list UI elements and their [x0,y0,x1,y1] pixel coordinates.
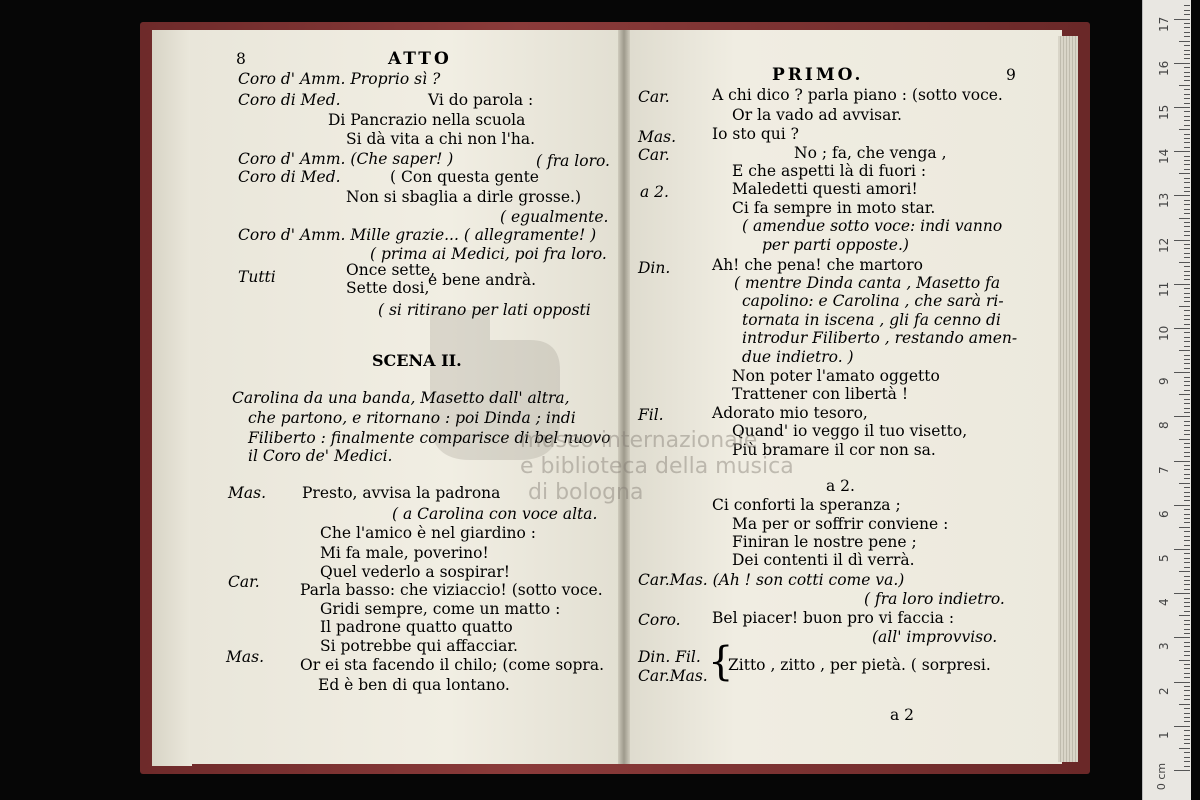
ruler-tick [1184,739,1190,740]
ruler-tick [1184,562,1190,563]
ruler-tick [1184,408,1190,409]
text-line: Carolina da una banda, Masetto dall' altra, [232,389,570,407]
ruler-tick [1184,169,1190,170]
scene-heading: SCENA II. [372,351,462,370]
ruler-tick [1184,76,1190,77]
stage-direction: ( fra loro indietro. [864,590,1005,608]
ruler-tick [1179,660,1190,661]
library-watermark [520,428,794,506]
ruler-tick [1184,624,1190,625]
ruler-tick [1184,231,1190,232]
stage-direction: ( mentre Dinda canta , Masetto fa [734,274,1001,292]
ruler-tick [1184,664,1190,665]
text-line: Ci fa sempre in moto star. [732,199,936,217]
stage-direction: introdur Filiberto , restando amen- [742,329,1018,347]
ruler-tick [1184,447,1190,448]
watermark-line: di bologna [528,480,644,505]
ruler-tick [1184,248,1190,249]
endpaper [152,30,192,766]
ruler-tick [1184,147,1190,148]
ruler-number: 9 [1157,377,1171,386]
ruler-tick [1184,385,1190,386]
speaker: Mas. [226,648,264,666]
ruler-tick [1184,72,1190,73]
ruler-tick [1184,761,1190,762]
ruler-tick [1184,359,1190,360]
ruler-number: 15 [1157,104,1171,120]
speaker: Car. [228,573,260,591]
ruler-number: 3 [1157,642,1171,651]
ruler-tick [1184,668,1190,669]
speaker: Din. Fil. [638,648,701,666]
stage-direction: due indietro. ) [742,348,854,366]
text-line: che partono, e ritornano : poi Dinda ; indi [248,409,576,427]
ruler-number: 14 [1157,148,1171,165]
ruler-tick [1184,545,1190,546]
ruler-tick [1184,699,1190,700]
text-line: Non si sbaglia a dirle grosse.) [346,188,581,206]
ruler-tick [1184,134,1190,135]
ruler-tick [1174,63,1190,64]
ruler-tick [1179,439,1190,440]
text-line: Dei contenti il dì verrà. [732,551,915,569]
text-line: Il padrone quatto quatto [320,618,513,636]
ruler-tick [1179,483,1190,484]
ruler-tick [1184,695,1190,696]
ruler-tick [1184,187,1190,188]
text-line: Quand' io veggo il tuo visetto, [732,422,968,440]
ruler-tick [1184,54,1190,55]
ruler-tick [1184,500,1190,501]
ruler-tick [1184,94,1190,95]
ruler-tick [1184,120,1190,121]
ruler-tick [1184,301,1190,302]
ruler-tick [1184,346,1190,347]
ruler-tick [1174,637,1190,638]
ruler-tick [1174,284,1190,285]
running-head: PRIMO. [772,65,864,85]
speaker: Mas. [638,128,676,146]
ruler-tick [1184,496,1190,497]
ruler-tick [1184,182,1190,183]
ruler-tick [1184,178,1190,179]
ruler-tick [1174,240,1190,241]
speaker: Coro di Med. [238,168,341,186]
ruler-tick [1184,752,1190,753]
ruler-tick [1184,589,1190,590]
speaker: Car. [638,88,670,106]
stage-direction: (all' improvviso. [872,628,998,646]
ruler-tick [1184,279,1190,280]
stage-direction: tornata in iscena , gli fa cenno di [742,311,1001,329]
ruler-tick [1184,10,1190,11]
ruler-number: 7 [1157,465,1171,474]
ruler-tick [1179,704,1190,705]
ruler-tick [1184,469,1190,470]
ruler-tick [1174,505,1190,506]
ruler-tick [1179,350,1190,351]
ruler-tick [1179,41,1190,42]
ruler-tick [1184,434,1190,435]
ruler-tick [1184,531,1190,532]
ruler-tick [1184,553,1190,554]
ruler-tick [1184,690,1190,691]
ruler-tick [1184,253,1190,254]
ruler-tick [1174,461,1190,462]
ruler-tick [1184,757,1190,758]
ruler-tick [1184,412,1190,413]
text-line: Mi fa male, poverino! [320,544,489,562]
ruler-tick [1184,310,1190,311]
text-line: Coro d' Amm. Mille grazie... ( allegramente! ) [238,226,597,244]
ruler-number: 6 [1157,510,1171,518]
ruler-tick [1184,580,1190,581]
text-line: il Coro de' Medici. [248,447,393,465]
speaker: a 2. [640,183,669,201]
ruler-number: 4 [1157,598,1171,607]
ruler-tick [1184,324,1190,325]
ruler-tick [1184,602,1190,603]
ruler-tick [1184,293,1190,294]
text-line: Trattener con libertà ! [732,385,909,403]
ruler-tick [1184,125,1190,126]
ruler-tick [1184,5,1190,6]
text-line: Sette dosi, [346,279,430,297]
book-gutter [618,30,630,764]
ruler-tick [1184,766,1190,767]
ruler-tick [1184,58,1190,59]
ruler-tick [1184,377,1190,378]
ruler-tick [1184,244,1190,245]
ruler-tick [1184,642,1190,643]
text-line: Finiran le nostre pene ; [732,533,917,551]
text-line: No ; fa, che venga , [794,144,947,162]
ruler-tick [1184,319,1190,320]
ruler-tick [1174,770,1190,771]
stage-direction: per parti opposte.) [762,236,909,254]
watermark-line: museo internazionale [520,428,758,453]
ruler-tick [1174,726,1190,727]
ruler-tick [1179,262,1190,263]
ruler-tick [1184,50,1190,51]
ruler-tick [1184,337,1190,338]
ruler-tick [1184,540,1190,541]
ruler-tick [1179,85,1190,86]
ruler-tick [1184,209,1190,210]
ruler-tick [1184,332,1190,333]
ruler-tick [1184,32,1190,33]
text-line: Maledetti questi amori! [732,180,918,198]
ruler-tick [1174,107,1190,108]
ruler-number: 2 [1157,686,1171,695]
ruler-tick [1184,478,1190,479]
ruler-tick [1184,430,1190,431]
ruler-tick [1174,151,1190,152]
ruler-tick [1184,465,1190,466]
ruler-tick [1184,721,1190,722]
ruler-tick [1184,456,1190,457]
ruler-tick [1184,425,1190,426]
ruler-tick [1184,717,1190,718]
ruler-number: 16 [1157,60,1171,76]
ruler-tick [1184,23,1190,24]
ruler-tick [1184,266,1190,267]
text-line: Più bramare il cor non sa. [732,441,936,459]
ruler-tick [1184,677,1190,678]
text-line: e bene andrà. [428,271,537,289]
text-line: Filiberto : finalmente comparisce di bel nuovo [248,429,611,447]
ruler-tick [1179,306,1190,307]
ruler-tick [1184,576,1190,577]
ruler-tick [1184,443,1190,444]
text-line: Coro d' Amm. (Che saper! ) [238,150,454,168]
ruler-tick [1174,195,1190,196]
ruler-tick [1184,474,1190,475]
ruler-tick [1184,111,1190,112]
ruler-tick [1184,164,1190,165]
ruler-number: 17 [1157,16,1171,32]
text-line: Gridi sempre, come un matto : [320,600,561,618]
speaker: Coro. [638,611,681,629]
ruler-tick [1184,341,1190,342]
ruler-tick [1184,598,1190,599]
text-line: Quel vederlo a sospirar! [320,563,510,581]
ruler-tick [1174,593,1190,594]
ruler-number: 11 [1157,281,1171,297]
ruler-tick [1184,80,1190,81]
ruler-tick [1184,142,1190,143]
ruler-tick [1184,89,1190,90]
running-head: ATTO [388,49,452,69]
text-line: Che l'amico è nel giardino : [320,524,537,542]
speaker: Din. [638,259,671,277]
ruler-tick [1184,45,1190,46]
ruler-tick [1184,452,1190,453]
ruler-tick [1184,629,1190,630]
ruler-tick [1184,536,1190,537]
ruler-tick [1184,355,1190,356]
text-line: Presto, avvisa la padrona [302,484,501,502]
ruler-tick [1184,213,1190,214]
speaker: Coro di Med. [238,91,341,109]
stage-direction: ( a Carolina con voce alta. [392,505,598,523]
watermark-line: e biblioteca della musica [520,454,794,479]
text-line: E che aspetti là di fuori : [732,162,927,180]
ruler-tick [1184,138,1190,139]
ruler-tick [1184,36,1190,37]
text-line: Si dà vita a chi non l'ha. [346,130,536,148]
ruler-tick [1184,315,1190,316]
ruler-tick [1184,116,1190,117]
ruler-tick [1179,218,1190,219]
text-line: Or la vado ad avvisar. [732,106,902,124]
ruler-tick [1184,673,1190,674]
ruler-tick [1184,584,1190,585]
text-line: Bel piacer! buon pro vi faccia : [712,609,955,627]
ruler-tick [1184,655,1190,656]
ruler-tick [1184,368,1190,369]
text-line: Car.Mas. (Ah ! son cotti come va.) [638,571,905,589]
speaker: Car. [638,146,670,164]
ruler-tick [1184,275,1190,276]
ruler-tick [1179,615,1190,616]
ruler-tick [1184,27,1190,28]
ruler-tick [1184,98,1190,99]
ruler-tick [1179,748,1190,749]
text-line: a 2. [826,477,855,495]
text-line: Once sette, [346,261,436,279]
stage-direction: ( si ritirano per lati opposti [378,301,591,319]
ruler-tick [1174,682,1190,683]
page-edges [1058,36,1078,762]
ruler-tick [1184,403,1190,404]
ruler-tick [1184,191,1190,192]
ruler-tick [1174,372,1190,373]
ruler-tick [1184,421,1190,422]
text-line: Si potrebbe qui affacciar. [320,637,518,655]
ruler-tick [1184,363,1190,364]
text-line: Or ei sta facendo il chilo; (come sopra. [300,656,604,674]
ruler-tick [1184,381,1190,382]
ruler-tick [1184,257,1190,258]
speaker: Tutti [238,268,276,286]
ruler-tick [1184,487,1190,488]
text-line: Adorato mio tesoro, [712,404,868,422]
ruler-number: 10 [1157,325,1171,341]
ruler-tick [1179,527,1190,528]
ruler-number: 12 [1157,237,1171,253]
ruler-tick [1184,558,1190,559]
ruler-tick [1184,606,1190,607]
ruler-tick [1184,620,1190,621]
page-number: 9 [1006,66,1016,84]
ruler-unit-label: 0 cm [1155,762,1169,791]
stage-direction: capolino: e Carolina , che sarà ri- [742,292,1004,310]
ruler-tick [1184,518,1190,519]
ruler-number: 1 [1157,731,1171,739]
ruler-tick [1184,509,1190,510]
ruler-tick [1184,226,1190,227]
ruler-tick [1184,156,1190,157]
ruler-tick [1184,297,1190,298]
text-line: Ah! che pena! che martoro [712,256,923,274]
speaker: Mas. [228,484,266,502]
ruler-tick [1184,14,1190,15]
ruler-tick [1184,646,1190,647]
stage-direction: ( prima ai Medici, poi fra loro. [370,245,607,263]
ruler-tick [1184,492,1190,493]
ruler-tick [1184,200,1190,201]
ruler-tick [1184,567,1190,568]
ruler-tick [1174,19,1190,20]
ruler-number: 8 [1157,421,1171,430]
ruler-tick [1184,686,1190,687]
ruler-tick [1184,743,1190,744]
ruler-tick [1184,633,1190,634]
ruler-tick [1184,67,1190,68]
speaker: Car.Mas. [638,667,708,685]
ruler-tick [1179,571,1190,572]
speaker: Fil. [638,406,664,424]
ruler-tick [1174,416,1190,417]
text-line: Parla basso: che viziaccio! (sotto voce. [300,581,603,599]
text-line: Io sto qui ? [712,125,799,143]
ruler-tick [1184,288,1190,289]
ruler-tick [1184,708,1190,709]
ruler-tick [1184,611,1190,612]
ruler-tick [1179,173,1190,174]
text-line: A chi dico ? parla piano : (sotto voce. [712,86,1003,104]
ruler-tick [1184,160,1190,161]
page-number: 8 [236,50,246,68]
stage-direction: ( amendue sotto voce: indi vanno [742,217,1003,235]
ruler-number: 13 [1157,193,1171,209]
text-line: Zitto , zitto , per pietà. ( sorpresi. [728,656,991,674]
stage-direction: ( egualmente. [500,208,609,226]
text-line: Coro d' Amm. Proprio sì ? [238,70,441,88]
ruler-tick [1184,735,1190,736]
ruler-tick [1184,713,1190,714]
text-line: Vi do parola : [428,91,534,109]
text-line: Non poter l'amato oggetto [732,367,940,385]
ruler-tick [1184,204,1190,205]
ruler-tick [1184,271,1190,272]
brace-glyph: { [708,639,734,685]
ruler-tick [1184,651,1190,652]
ruler-tick [1174,328,1190,329]
ruler-tick [1179,394,1190,395]
text-line: ( Con questa gente [390,168,539,186]
catchword: a 2 [890,706,915,724]
ruler-tick [1179,129,1190,130]
ruler-tick [1174,549,1190,550]
ruler-tick [1184,103,1190,104]
ruler-tick [1184,399,1190,400]
ruler-tick [1184,235,1190,236]
text-line: Di Pancrazio nella scuola [328,111,526,129]
ruler-tick [1184,514,1190,515]
stage-direction: ( fra loro. [536,152,610,170]
ruler-number: 5 [1157,554,1171,562]
text-line: Ed è ben di qua lontano. [318,676,510,694]
ruler-tick [1184,522,1190,523]
ruler-tick [1184,730,1190,731]
ruler-tick [1184,390,1190,391]
text-line: Ma per or soffrir conviene : [732,515,949,533]
ruler-tick [1184,222,1190,223]
text-line: Ci conforti la speranza ; [712,496,901,514]
